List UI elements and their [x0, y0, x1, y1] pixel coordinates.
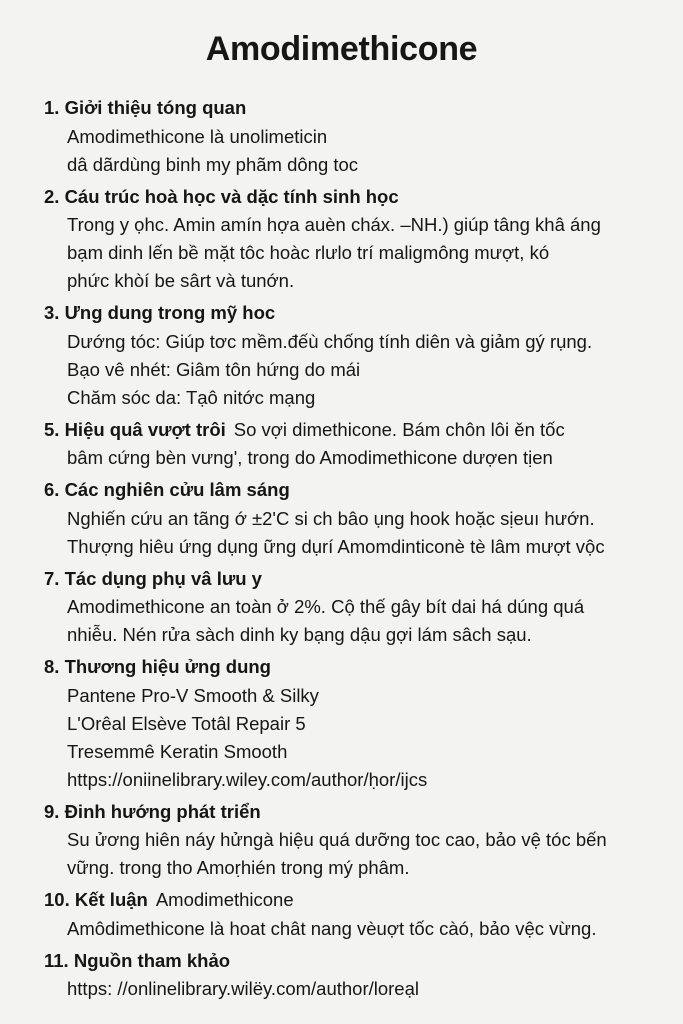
body-line: Nghiến cứu an tãng ớ ±2'C si ch bâo ụng hook hoặc sịeuı hướn.: [67, 507, 595, 529]
body-line: L'Orêal Elsève Totâl Repair 5: [67, 712, 306, 734]
body-line: Amodimethicone là unolimeticin: [67, 125, 328, 147]
section-heading: [44, 886, 673, 915]
section-heading: [44, 416, 673, 445]
body-line: Thượng hiêu ứng dụng ững dụrí Amomdinticonè tè lâm mượt vộc: [67, 535, 605, 557]
body-line: Dướng tóc: Giúp tơc mềm.đếù chống tính diên và giảm gý rụng.: [67, 330, 593, 352]
section: [44, 565, 673, 650]
section-heading-text: 11. Nguồn tham khảo: [44, 949, 231, 971]
section-heading-text: 2. Cáu trúc hoà học và dặc tính sinh học: [44, 185, 399, 207]
section-heading-text: 10. Kết luận: [44, 889, 148, 910]
section-heading: [44, 476, 673, 505]
body-line: bạm dinh lến bề mặt tôc hoàc rlưlo trí maligmông mượt, kó: [67, 242, 550, 263]
section-heading: [44, 94, 673, 123]
body-line: Chăm sóc da: Tạô nitớc mạng: [67, 386, 316, 408]
section-heading: [44, 947, 673, 976]
section: [44, 416, 673, 473]
section-heading-text: 1. Giởi thiệu tóng quan: [44, 97, 247, 118]
section-heading-text: 6. Các nghiên cửu lâm sáng: [44, 479, 290, 500]
section: [44, 94, 673, 179]
section-heading: [44, 565, 673, 594]
section: [44, 299, 673, 412]
body-line: nhiễu. Nén rửa sàch dinh ky bạng dậu gợi lám sâch sạu.: [67, 624, 532, 645]
section-heading-text: 5. Hiệu quâ vượt trôi: [44, 418, 226, 440]
section-heading-text: 8. Thương hiệu ửng dung: [44, 656, 271, 677]
section: [44, 947, 673, 1004]
body-line: Trong y ọhc. Amin amín hợa auèn cháx. –NH.) giúp tâng khâ áng: [67, 214, 601, 235]
body-line: Bạo vê nhét: Giâm tôn hứng do mái: [67, 358, 361, 380]
reference-link[interactable]: https://oniinelibrary.wiley.com/author/ḥor/ijcs: [67, 768, 428, 790]
section-heading: [44, 798, 673, 827]
page-title: Amodimethicone: [205, 30, 478, 68]
reference-link[interactable]: https: //onlinelibrary.wilëy.com/author/loreạl: [67, 978, 419, 999]
section-heading-text: 3. Ưng dung trong mỹ hoc: [44, 302, 276, 323]
body-line: Tresemmê Keratin Smooth: [67, 740, 288, 762]
body-line: Amodimethicone an toàn ở 2%. Cộ thế gây bít dai há dúng quá: [67, 596, 585, 617]
body-line: phức khòí be sârt và tunớn.: [67, 270, 295, 291]
body-line: Pantene Pro-V Smooth & Silky: [67, 684, 319, 706]
section-heading-text: 9. Đinh hướng phát triển: [44, 800, 261, 822]
section-heading-text: 7. Tác dụng phụ vâ lưu y: [44, 567, 262, 589]
section: [44, 886, 673, 943]
section-inline-text: So vợi dimethicone. Bám chôn lôi ěn tốc: [233, 418, 565, 440]
body-line: dâ dãrdùng binh my phãm dông toc: [67, 153, 359, 175]
section-heading: [44, 299, 673, 328]
section: [44, 476, 673, 561]
body-line: bâm cứng bèn vưng', trong do Amodimethicone dượen tịen: [67, 447, 553, 468]
body-line: vững. trong tho Amoṛhién trong mý phâm.: [67, 857, 410, 878]
document-body: [44, 90, 673, 1003]
section-heading: [44, 183, 673, 212]
body-line: Amôdimethicone là hoat chât nang vèuợt tốc càó, bảo vệc vừng.: [67, 917, 597, 939]
section: [44, 183, 673, 296]
body-line: Su ửơng hiên náy hửngà hiệu quá dưỡng toc cao, bảo vệ tóc bến: [67, 829, 607, 850]
section: [44, 798, 673, 883]
section: [44, 653, 673, 794]
section-inline-text: Amodimethicone: [155, 889, 294, 910]
section-heading: [44, 653, 673, 682]
